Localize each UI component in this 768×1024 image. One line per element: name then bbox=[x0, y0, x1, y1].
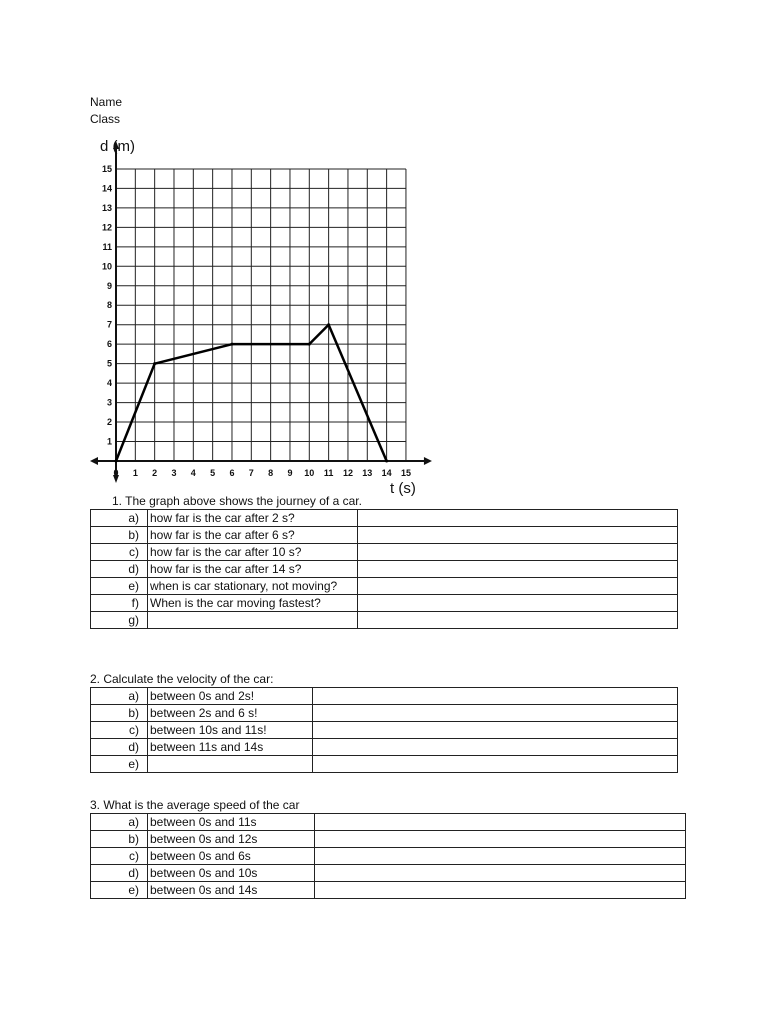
question-row bbox=[91, 595, 678, 612]
x-tick-label: 6 bbox=[229, 468, 235, 478]
question-text bbox=[148, 756, 313, 773]
data-point bbox=[230, 343, 233, 346]
answer-cell[interactable] bbox=[313, 688, 678, 705]
question-row bbox=[91, 578, 678, 595]
data-point bbox=[327, 323, 330, 326]
question-text: between 0s and 2s! bbox=[148, 688, 313, 705]
x-tick-label: 12 bbox=[342, 468, 353, 478]
question-row bbox=[91, 527, 678, 544]
answer-cell[interactable] bbox=[315, 865, 686, 882]
x-tick-label: 13 bbox=[362, 468, 373, 478]
x-axis-label: t (s) bbox=[390, 480, 416, 496]
x-tick-label: 0 bbox=[113, 468, 119, 478]
y-tick-label: 9 bbox=[106, 280, 112, 291]
answer-cell[interactable] bbox=[315, 848, 686, 865]
answer-cell[interactable] bbox=[315, 831, 686, 848]
y-tick-label: 14 bbox=[101, 183, 112, 194]
chart-tick-labels bbox=[102, 164, 411, 478]
question-letter: d) bbox=[91, 739, 148, 756]
y-tick-label: 7 bbox=[106, 319, 112, 330]
x-tick-label: 15 bbox=[400, 468, 411, 478]
question-row bbox=[91, 831, 686, 848]
y-axis-label: d (m) bbox=[100, 138, 135, 155]
question-letter: a) bbox=[91, 510, 148, 527]
question-2-table bbox=[90, 687, 678, 773]
question-row bbox=[91, 722, 678, 739]
data-point bbox=[385, 460, 388, 463]
answer-cell[interactable] bbox=[313, 739, 678, 756]
x-axis-arrow-right-icon bbox=[424, 457, 432, 465]
data-point bbox=[308, 343, 311, 346]
question-text: how far is the car after 14 s? bbox=[148, 561, 358, 578]
question-text: when is car stationary, not moving? bbox=[148, 578, 358, 595]
answer-cell[interactable] bbox=[315, 882, 686, 899]
y-tick-label: 11 bbox=[102, 241, 112, 252]
question-row bbox=[91, 510, 678, 527]
question-text: how far is the car after 2 s? bbox=[148, 510, 358, 527]
data-point bbox=[153, 362, 156, 365]
question-row bbox=[91, 544, 678, 561]
question-text: between 11s and 14s bbox=[148, 739, 313, 756]
question-letter: e) bbox=[91, 578, 148, 595]
answer-cell[interactable] bbox=[358, 561, 678, 578]
y-tick-label: 8 bbox=[106, 300, 112, 311]
question-text: When is the car moving fastest? bbox=[148, 595, 358, 612]
answer-cell[interactable] bbox=[313, 705, 678, 722]
question-letter: d) bbox=[91, 561, 148, 578]
x-tick-label: 1 bbox=[132, 468, 138, 478]
x-tick-label: 14 bbox=[381, 468, 392, 478]
question-3-title: 3. What is the average speed of the car bbox=[90, 798, 300, 812]
x-tick-label: 3 bbox=[171, 468, 177, 478]
y-tick-label: 15 bbox=[101, 163, 112, 174]
question-text: between 0s and 11s bbox=[148, 814, 315, 831]
x-tick-label: 10 bbox=[304, 468, 315, 478]
question-text: between 0s and 10s bbox=[148, 865, 315, 882]
question-text: how far is the car after 10 s? bbox=[148, 544, 358, 561]
y-tick-label: 1 bbox=[106, 436, 112, 447]
question-letter: c) bbox=[91, 848, 148, 865]
x-tick-label: 5 bbox=[210, 468, 216, 478]
question-text: between 10s and 11s! bbox=[148, 722, 313, 739]
y-tick-label: 10 bbox=[101, 261, 112, 272]
name-label: Name bbox=[90, 95, 123, 109]
question-text bbox=[148, 612, 358, 629]
question-row bbox=[91, 739, 678, 756]
question-letter: e) bbox=[91, 882, 148, 899]
x-tick-label: 8 bbox=[268, 468, 274, 478]
question-letter: c) bbox=[91, 722, 148, 739]
question-row bbox=[91, 756, 678, 773]
question-letter: b) bbox=[91, 527, 148, 544]
answer-cell[interactable] bbox=[358, 544, 678, 561]
question-letter: b) bbox=[91, 831, 148, 848]
y-tick-label: 13 bbox=[101, 202, 112, 213]
question-3-table bbox=[90, 813, 686, 899]
question-letter: c) bbox=[91, 544, 148, 561]
question-row bbox=[91, 814, 686, 831]
question-1-table bbox=[90, 509, 678, 629]
distance-time-graph bbox=[84, 134, 434, 496]
question-text: between 0s and 14s bbox=[148, 882, 315, 899]
y-tick-label: 3 bbox=[106, 397, 112, 408]
question-letter: a) bbox=[91, 814, 148, 831]
x-tick-label: 11 bbox=[323, 468, 334, 478]
question-row bbox=[91, 865, 686, 882]
question-letter: f) bbox=[91, 595, 148, 612]
question-row bbox=[91, 705, 678, 722]
y-tick-label: 12 bbox=[101, 222, 112, 233]
answer-cell[interactable] bbox=[313, 722, 678, 739]
answer-cell[interactable] bbox=[358, 595, 678, 612]
question-letter: e) bbox=[91, 756, 148, 773]
y-tick-label: 5 bbox=[106, 358, 112, 369]
x-tick-label: 9 bbox=[287, 468, 293, 478]
chart-axes bbox=[90, 141, 432, 483]
x-tick-label: 7 bbox=[248, 468, 254, 478]
y-tick-label: 6 bbox=[106, 339, 112, 350]
question-2-title: 2. Calculate the velocity of the car: bbox=[90, 672, 274, 686]
data-point bbox=[115, 460, 118, 463]
answer-cell[interactable] bbox=[358, 527, 678, 544]
question-row bbox=[91, 612, 678, 629]
y-tick-label: 4 bbox=[106, 378, 112, 389]
class-label: Class bbox=[90, 112, 121, 126]
x-tick-label: 2 bbox=[152, 468, 158, 478]
x-tick-label: 4 bbox=[190, 468, 196, 478]
question-text: between 0s and 6s bbox=[148, 848, 315, 865]
answer-cell[interactable] bbox=[358, 612, 678, 629]
question-row bbox=[91, 561, 678, 578]
question-text: between 2s and 6 s! bbox=[148, 705, 313, 722]
x-axis-arrow-left-icon bbox=[90, 457, 98, 465]
answer-cell[interactable] bbox=[358, 578, 678, 595]
answer-cell[interactable] bbox=[358, 510, 678, 527]
question-row bbox=[91, 882, 686, 899]
answer-cell[interactable] bbox=[313, 756, 678, 773]
question-row bbox=[91, 688, 678, 705]
question-letter: g) bbox=[91, 612, 148, 629]
question-row bbox=[91, 848, 686, 865]
question-1-title: 1. The graph above shows the journey of a car. bbox=[112, 494, 362, 508]
question-letter: a) bbox=[91, 688, 148, 705]
y-tick-label: 2 bbox=[106, 417, 112, 428]
question-letter: d) bbox=[91, 865, 148, 882]
question-letter: b) bbox=[91, 705, 148, 722]
question-text: between 0s and 12s bbox=[148, 831, 315, 848]
question-text: how far is the car after 6 s? bbox=[148, 527, 358, 544]
chart-grid bbox=[116, 169, 406, 461]
answer-cell[interactable] bbox=[315, 814, 686, 831]
